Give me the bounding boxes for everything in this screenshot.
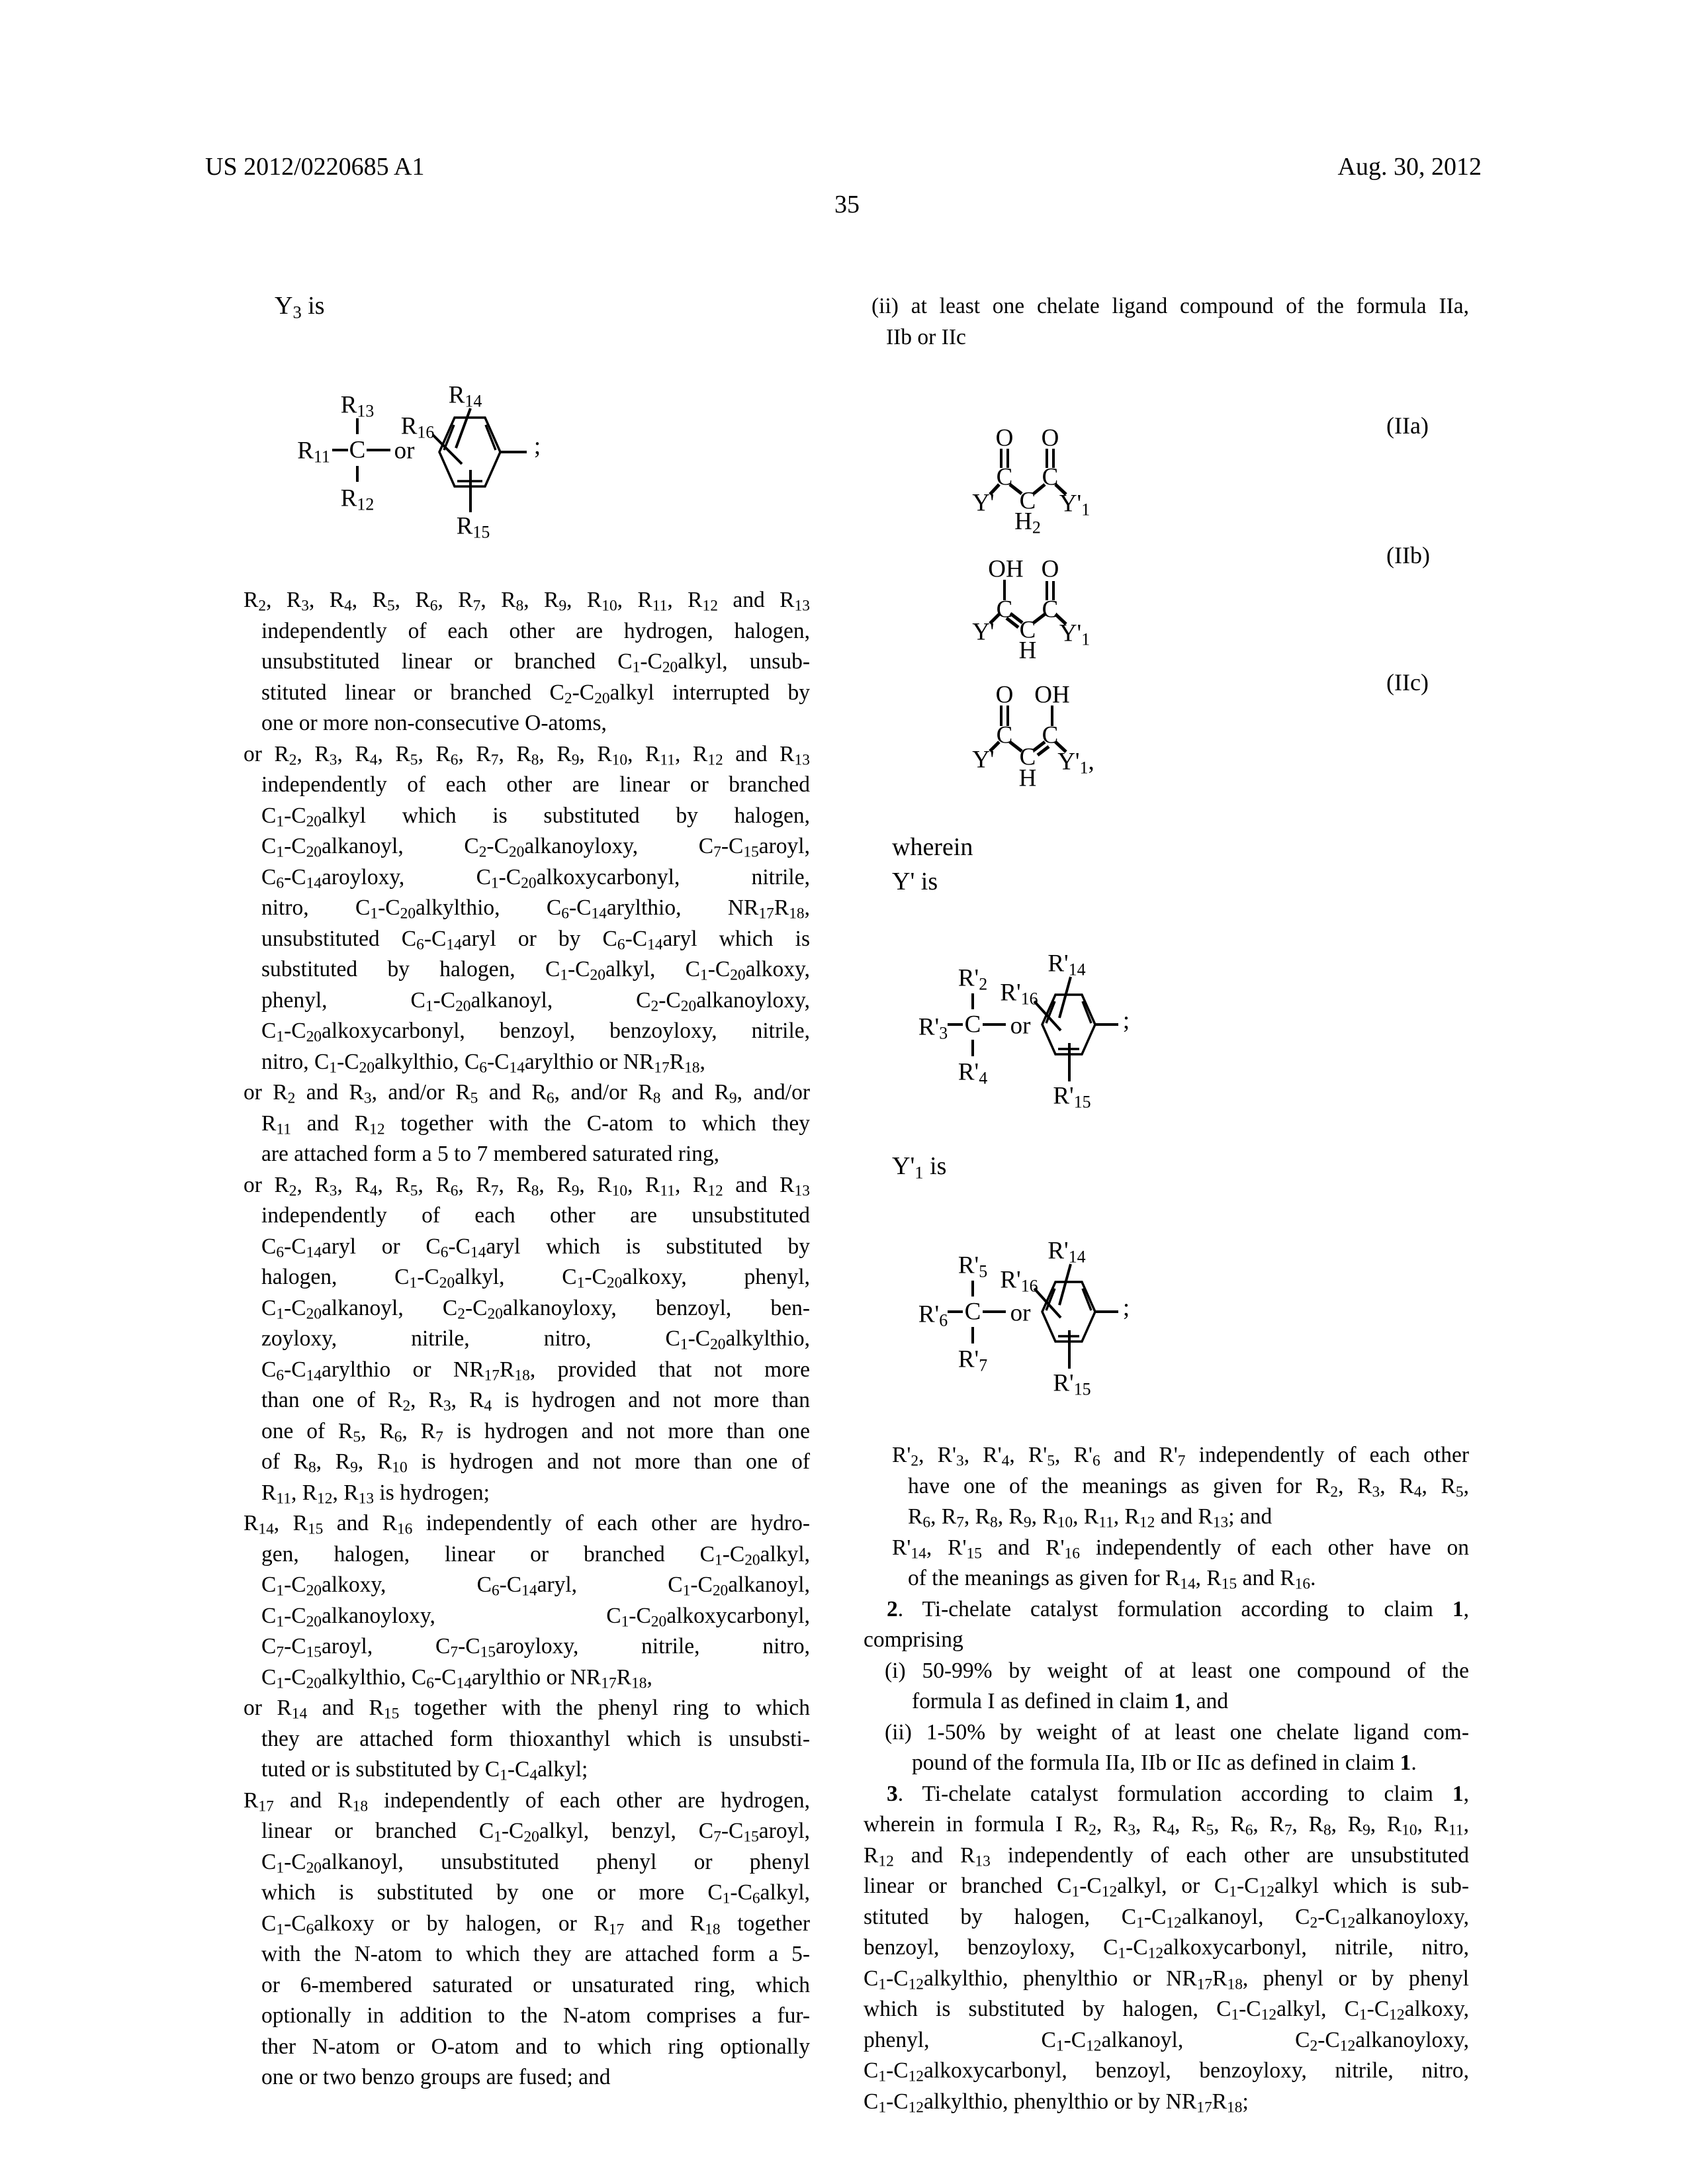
text-line: (ii) at least one chelate ligand compound of the formula IIa,	[871, 294, 1469, 318]
y-prime-1-heading: $Y'_1$ is	[892, 1152, 947, 1183]
carbon-atom-label: C	[1042, 596, 1059, 623]
oxygen-atom-label: O	[1041, 424, 1059, 452]
text-line: $R'_{14}$, $R'_{15}$ and $R'_{16}$ independently of each other have on	[892, 1535, 1469, 1563]
text-line: 3. Ti-chelate catalyst formulation according to claim 1,	[887, 1781, 1469, 1806]
text-line: $R_2$, $R_3$, $R_4$, $R_5$, $R_6$, $R_7$, $R_8$, $R_9$, $R_{10}$, $R_{11}$, $R_{12}$ and $R_{13}$	[244, 588, 810, 615]
text-line: unsubstituted $C_6-C_{14}aryl$ or by $C_6-C_{14}aryl$ which is	[261, 926, 810, 954]
substituent-label: $R'_{16}$	[1000, 1266, 1038, 1296]
right-column-text	[864, 1440, 1469, 2117]
substituent-label: $R_{16}$	[400, 412, 435, 442]
text-line: $C_1-C_{20}alkanoyl$, unsubstituted phenyl or phenyl	[261, 1849, 810, 1877]
text-line: or $R_2$, $R_3$, $R_4$, $R_5$, $R_6$, $R_7$, $R_8$, $R_9$, $R_{10}$, $R_{11}$, $R_{12}$ and $R_{13}$	[244, 1172, 810, 1200]
text-line: one or two benzo groups are fused; and	[261, 2065, 611, 2089]
text-line: $R'_2$, $R'_3$, $R'_4$, $R'_5$, $R'_6$ and $R'_7$ independently of each other	[892, 1443, 1469, 1470]
formula-label-iic: (IIc)	[1386, 669, 1429, 696]
text-line: linear or branched $C_1-C_{12}alkyl$, or $C_1-C_{12}alkyl$ which is sub-	[864, 1874, 1470, 1901]
formula-label-iib: (IIb)	[1386, 542, 1430, 569]
text-line: $C_1-C_{20}alkanoyloxy$, $C_1-C_{20}alkoxycarbonyl$,	[261, 1603, 810, 1631]
text-line: nitro, $C_1-C_{20}alkylthio$, $C_6-C_{14}arylthio$, $NR_{17}R_{18}$,	[261, 895, 810, 923]
substituent-label: $R'_2$	[958, 964, 988, 994]
right-column-intro	[864, 291, 1469, 353]
text-line: which is substituted by one or more $C_1-C_6alkyl$,	[261, 1880, 810, 1907]
substituent-label: $R'_{15}$	[1053, 1369, 1091, 1399]
y-prime-label: Y'	[972, 746, 995, 774]
substituent-label: $R'_4$	[958, 1058, 988, 1088]
carbon-atom-label: C	[1019, 743, 1036, 771]
hydrogen-label: $H_2$	[1014, 508, 1041, 537]
text-line: $C_1-C_6alkoxy$ or by halogen, or $R_{17}$ and $R_{18}$ together	[261, 1911, 810, 1938]
text-line: independently of each other are unsubstituted	[261, 1203, 810, 1228]
text-line: one of $R_5$, $R_6$, $R_7$ is hydrogen and not more than one	[261, 1418, 810, 1446]
y-prime-heading: Y' is	[892, 868, 938, 895]
hydroxyl-label: OH	[1034, 681, 1070, 709]
wherein-label: wherein	[892, 833, 973, 861]
text-line: (ii) 1-50% by weight of at least one chelate ligand com-	[885, 1719, 1469, 1745]
carbon-atom-label: C	[996, 721, 1013, 749]
text-line: $C_1-C_{20}alkanoyl$, $C_2-C_{20}alkanoyloxy$, benzoyl, ben-	[261, 1295, 811, 1323]
bond	[1034, 1001, 1061, 1030]
text-line: $C_7-C_{15}aroyl$, $C_7-C_{15}aroyloxy$, nitrile, nitro,	[261, 1634, 810, 1661]
text-line: benzoyl, benzoyloxy, $C_1-C_{12}alkoxycarbonyl$, nitrile, nitro,	[864, 1935, 1470, 1962]
text-line: optionally in addition to the N-atom comprises a fur-	[261, 2003, 810, 2028]
oxygen-atom-label: O	[995, 681, 1014, 709]
substituent-label: $R'_{16}$	[1000, 979, 1038, 1009]
text-line: comprising	[864, 1627, 963, 1652]
text-line: formula I as defined in claim 1, and	[912, 1689, 1229, 1713]
y-prime-1-label: $Y'_1$	[1059, 619, 1091, 649]
text-line: or 6-membered saturated or unsaturated ring, which	[261, 1972, 810, 1997]
text-line: substituted by halogen, $C_1-C_{20}alkyl$, $C_1-C_{20}alkoxy$,	[261, 957, 811, 984]
text-line: $C_1-C_{12}alkylthio$, phenylthio or $NR_{17}R_{18}$, phenyl or by phenyl	[864, 1966, 1469, 1993]
carbon-atom-label: C	[964, 1298, 981, 1326]
oxygen-atom-label: O	[995, 424, 1014, 452]
substituent-label: $R'_7$	[958, 1345, 988, 1375]
text-line: or $R_2$, $R_3$, $R_4$, $R_5$, $R_6$, $R_7$, $R_8$, $R_9$, $R_{10}$, $R_{11}$, $R_{12}$ and $R_{13}$	[244, 741, 810, 769]
text-line: one or more non-consecutive O-atoms,	[261, 711, 607, 735]
text-line: than one of $R_2$, $R_3$, $R_4$ is hydrogen and not more than	[261, 1388, 810, 1415]
text-line: unsubstituted linear or branched $C_1-C_{20}alkyl$, unsub-	[261, 649, 810, 676]
text-line: with the N-atom to which they are attached form a 5-	[261, 1942, 810, 1966]
text-line: nitro, $C_1-C_{20}alkylthio$, $C_6-C_{14}arylthio$ or $NR_{17}R_{18}$,	[261, 1049, 705, 1077]
carbon-atom-label: C	[349, 436, 366, 464]
hydrogen-label: H	[1018, 637, 1037, 664]
text-line: $C_1-C_{20}alkyl$ which is substituted by halogen,	[261, 803, 810, 831]
text-line: $R_{11}$, $R_{12}$, $R_{13}$ is hydrogen;	[261, 1480, 490, 1508]
text-line: of the meanings as given for $R_{14}$, $R_{15}$ and $R_{16}$.	[908, 1566, 1316, 1593]
text-line: $C_1-C_{20}alkoxy$, $C_6-C_{14}aryl$, $C_1-C_{20}alkanoyl$,	[261, 1572, 810, 1600]
carbon-atom-label: C	[996, 463, 1013, 491]
carbon-atom-label: C	[964, 1011, 981, 1038]
text-line: of $R_8$, $R_9$, $R_{10}$ is hydrogen and not more than one of	[261, 1449, 811, 1477]
text-line: (i) 50-99% by weight of at least one compound of the	[885, 1658, 1469, 1683]
text-line: phenyl, $C_1-C_{20}alkanoyl$, $C_2-C_{20}alkanoyloxy$,	[261, 987, 810, 1015]
bond	[1059, 977, 1071, 1018]
text-line: or $R_2$ and $R_3$, and/or $R_5$ and $R_6$, and/or $R_8$ and $R_9$, and/or	[244, 1080, 810, 1107]
text-line: wherein in formula I $R_2$, $R_3$, $R_4$, $R_5$, $R_6$, $R_7$, $R_8$, $R_9$, $R_{10}$, $R_{11}$,	[864, 1812, 1469, 1839]
substituent-label: $R_{14}$	[448, 381, 482, 411]
terminator: ;	[533, 432, 541, 460]
y-prime-1-label: $Y'_1$,	[1057, 748, 1094, 778]
or-connector: or	[1010, 1299, 1031, 1327]
substituent-label: $R'_5$	[958, 1251, 988, 1281]
substituent-label: $R_{11}$	[297, 437, 330, 467]
structure-y-prime-1	[920, 1234, 1138, 1399]
substituent-label: $R'_6$	[918, 1300, 948, 1330]
bond	[456, 408, 470, 448]
text-line: $R_{14}$, $R_{15}$ and $R_{16}$ independently of each other are hydro-	[244, 1511, 810, 1538]
text-line: $C_1-C_{12}alkylthio$, phenylthio or by $NR_{17}R_{18}$;	[864, 2089, 1249, 2116]
carbon-atom-label: C	[1019, 616, 1036, 644]
text-line: gen, halogen, linear or branched $C_1-C_{20}alkyl$,	[261, 1541, 810, 1569]
bond	[1059, 1264, 1071, 1305]
carbon-atom-label: C	[1019, 487, 1036, 515]
substituent-label: $R'_3$	[918, 1013, 948, 1043]
text-line: stituted by halogen, $C_1-C_{12}alkanoyl$, $C_2-C_{12}alkanoyloxy$,	[864, 1904, 1469, 1932]
text-line: pound of the formula IIa, IIb or IIc as defined in claim 1.	[912, 1751, 1417, 1775]
substituent-label: $R'_{14}$	[1048, 1237, 1086, 1267]
text-line: $C_6-C_{14}aroyloxy$, $C_1-C_{20}alkoxycarbonyl$, nitrile,	[261, 864, 810, 892]
text-line: $C_1-C_{20}alkanoyl$, $C_2-C_{20}alkanoyloxy$, $C_7-C_{15}aroyl$,	[261, 834, 810, 861]
text-line: $R_{17}$ and $R_{18}$ independently of each other are hydrogen,	[244, 1788, 810, 1815]
text-line: 2. Ti-chelate catalyst formulation according to claim 1,	[887, 1596, 1469, 1621]
carbon-atom-label: C	[1042, 463, 1059, 491]
or-connector: or	[394, 437, 415, 465]
text-line: which is substituted by halogen, $C_1-C_{12}alkyl$, $C_1-C_{12}alkoxy$,	[864, 1997, 1469, 2024]
text-line: independently of each other are hydrogen, halogen,	[261, 618, 810, 643]
substituent-label: $R_{13}$	[340, 391, 375, 421]
substituent-label: $R_{15}$	[456, 512, 490, 542]
left-column-text	[244, 585, 810, 2093]
structure-iib	[966, 549, 1112, 675]
substituent-label: $R_{12}$	[340, 484, 375, 514]
y3-heading: $Y_3$ is	[275, 292, 325, 322]
substituent-label: $R'_{15}$	[1053, 1082, 1091, 1112]
text-line: $R_{12}$ and $R_{13}$ independently of each other are unsubstituted	[864, 1843, 1469, 1870]
text-line: phenyl, $C_1-C_{12}alkanoyl$, $C_2-C_{12}alkanoyloxy$,	[864, 2027, 1469, 2055]
structure-y-prime	[920, 946, 1138, 1112]
substituent-label: $R'_{14}$	[1048, 950, 1086, 979]
text-line: zoyloxy, nitrile, nitro, $C_1-C_{20}alkylthio$,	[261, 1326, 810, 1353]
terminator: ;	[1122, 1294, 1130, 1322]
hydrogen-label: H	[1018, 764, 1037, 792]
publication-date: Aug. 30, 2012	[1337, 153, 1482, 181]
structure-iia	[966, 417, 1112, 536]
text-line: independently of each other are linear or branched	[261, 772, 810, 797]
page-number: 35	[834, 191, 860, 218]
formula-label-iia: (IIa)	[1386, 412, 1429, 439]
terminator: ;	[1122, 1007, 1130, 1034]
text-line: $C_1-C_{12}alkoxycarbonyl$, benzoyl, benzoyloxy, nitrile, nitro,	[864, 2058, 1469, 2085]
text-line: ther N-atom or O-atom and to which ring optionally	[261, 2034, 810, 2059]
y-prime-label: Y'	[972, 489, 995, 517]
hydroxyl-label: OH	[988, 555, 1024, 583]
text-line: they are attached form thioxanthyl which is unsubsti-	[261, 1726, 810, 1751]
carbon-atom-label: C	[1042, 721, 1059, 749]
or-connector: or	[1010, 1012, 1031, 1040]
carbon-atom-label: C	[996, 596, 1013, 623]
text-line: have one of the meanings as given for $R_2$, $R_3$, $R_4$, $R_5$,	[908, 1473, 1469, 1501]
y-prime-1-label: $Y'_1$	[1059, 490, 1091, 520]
structure-iic	[966, 675, 1118, 804]
text-line: $C_1-C_{20}alkoxycarbonyl$, benzoyl, benzoyloxy, nitrile,	[261, 1019, 810, 1046]
text-line: $R_6$, $R_7$, $R_8$, $R_9$, $R_{10}$, $R_{11}$, $R_{12}$ and $R_{13}$; and	[908, 1504, 1272, 1531]
oxygen-atom-label: O	[1041, 555, 1059, 583]
text-line: $R_{11}$ and $R_{12}$ together with the C-atom to which they	[261, 1111, 811, 1138]
text-line: are attached form a 5 to 7 membered saturated ring,	[261, 1142, 720, 1166]
publication-number: US 2012/0220685 A1	[205, 153, 425, 181]
text-line: $C_6-C_{14}aryl$ or $C_6-C_{14}aryl$ which is substituted by	[261, 1234, 810, 1261]
y-prime-label: Y'	[972, 618, 995, 646]
text-line: halogen, $C_1-C_{20}alkyl$, $C_1-C_{20}alkoxy$, phenyl,	[261, 1265, 810, 1292]
text-line: tuted or is substituted by $C_1-C_4alkyl$;	[261, 1757, 588, 1784]
bond	[1034, 1289, 1061, 1318]
text-line: linear or branched $C_1-C_{20}alkyl$, benzyl, $C_7-C_{15}aroyl$,	[261, 1819, 811, 1846]
text-line: $C_1-C_{20}alkylthio$, $C_6-C_{14}arylthio$ or $NR_{17}R_{18}$,	[261, 1664, 652, 1692]
text-line: or $R_{14}$ and $R_{15}$ together with the phenyl ring to which	[244, 1696, 810, 1723]
text-line: stituted linear or branched $C_2-C_{20}alkyl$ interrupted by	[261, 680, 810, 707]
structure-y3	[285, 371, 562, 543]
text-line: $C_6-C_{14}arylthio$ or $NR_{17}R_{18}$, provided that not more	[261, 1357, 810, 1385]
text-line: IIb or IIc	[886, 324, 966, 349]
